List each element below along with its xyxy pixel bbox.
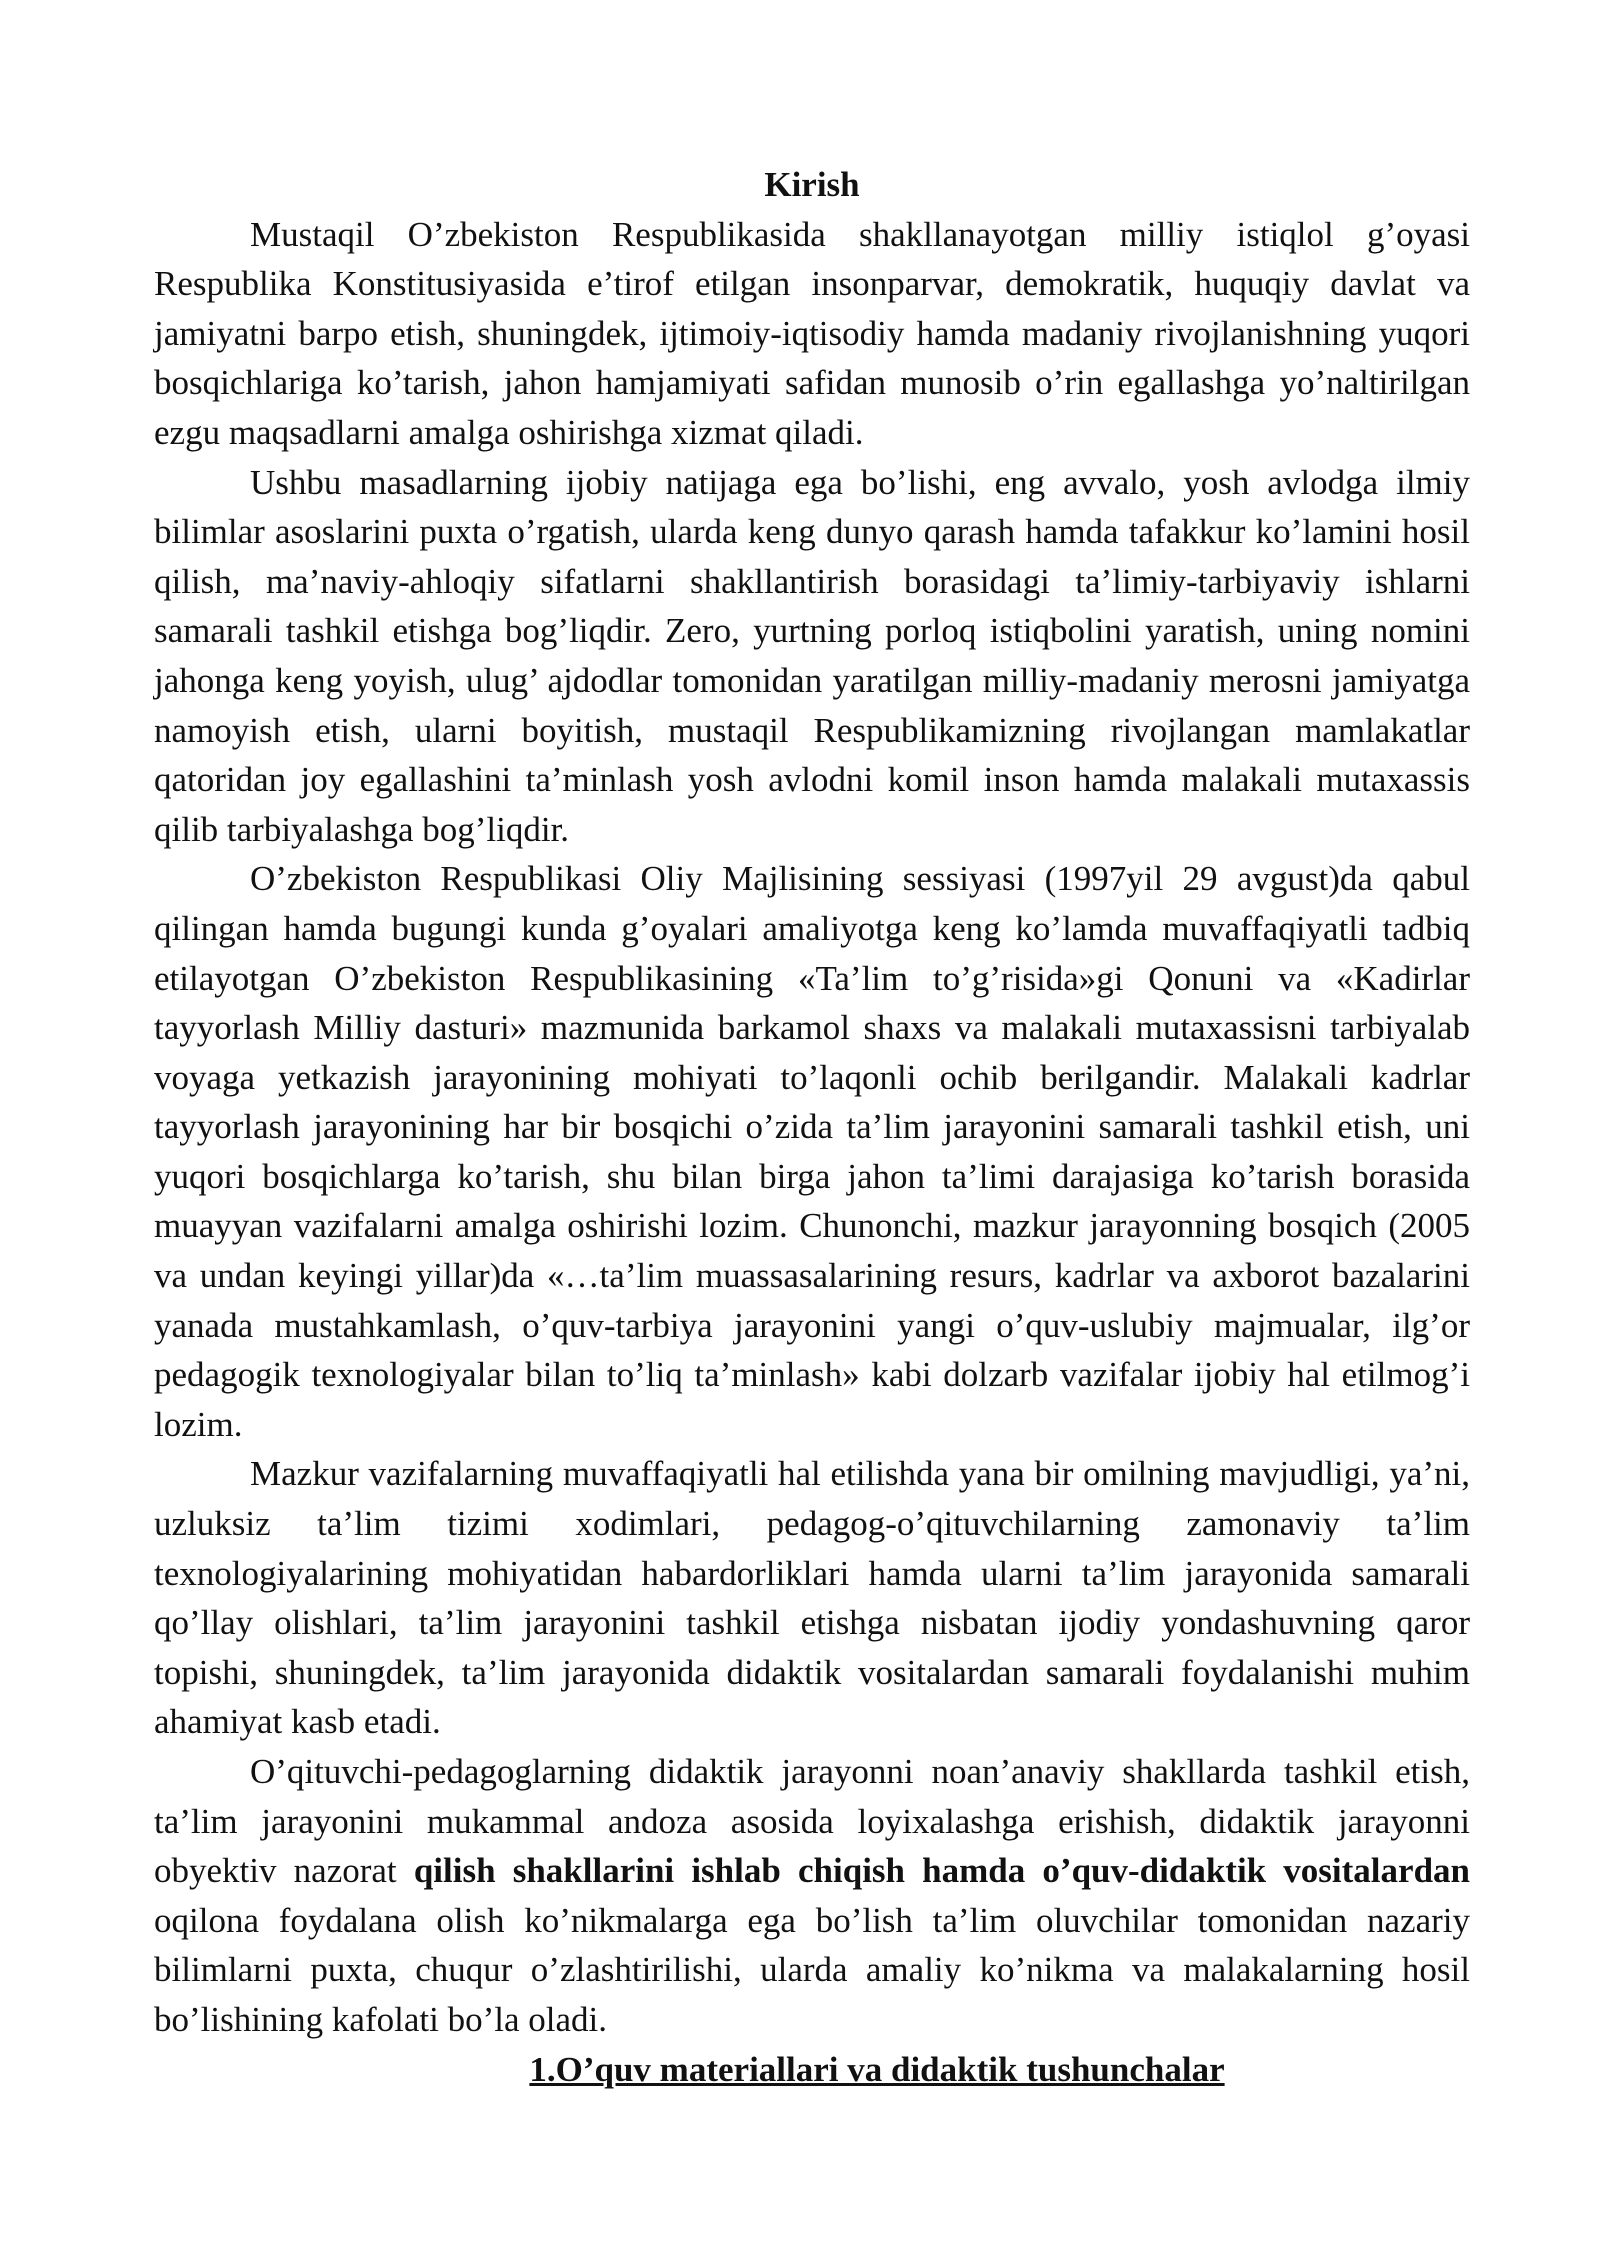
paragraph-2: Ushbu masadlarning ijobiy natijaga ega bo’lishi, eng avvalo, yosh avlodga ilmiy bilimlar asoslarini puxta o’rgatish, ularda keng dunyo qarash hamda tafakkur ko’lamini hosil qilish, ma’naviy-ahloqiy sifatlarni shakllantirish borasidagi ta’limiy-tarbiyaviy ishlarni samarali tashkil etishga bog’liqdir. Zero, yurtning porloq istiqbolini yaratish, uning nomini jahonga keng yoyish, ulug’ ajdodlar tomonidan yaratilgan milliy-madaniy merosni jamiyatga namoyish etish, ularni boyitish, mustaqil Respublikamizning rivojlangan mamlakatlar qatoridan joy egallashini ta’minlash yosh avlodni komil inson hamda malakali mutaxassis qilib tarbiyalashga bog’liqdir. [154, 462, 1470, 849]
paragraph-4: Mazkur vazifalarning muvaffaqiyatli hal etilishda yana bir omilning mavjudligi, ya’ni, uzluksiz ta’lim tizimi xodimlari, pedagog-o’qituvchilarning zamonaviy ta’lim texnologiyalarining mohiyatidan habardorliklari hamda ularni ta’lim jarayonida samarali qo’llay olishlari, ta’lim jarayonini tashkil etishga nisbatan ijodiy yondashuvning qaror topishi, shuningdek, ta’lim jarayonida didaktik vositalardan samarali foydalanishi muhim ahamiyat kasb etadi. [154, 1454, 1470, 1742]
document-page [154, 160, 1470, 2094]
paragraph-3: O’zbekiston Respublikasi Oliy Majlisining sessiyasi (1997yil 29 avgust)da qabul qilingan hamda bugungi kunda g’oyalari amaliyotga keng ko’lamda muvaffaqiyatli tadbiq etilayotgan O’zbekiston Respublikasining «Ta’lim to’g’risida»gi Qonuni va «Kadirlar tayyorlash Milliy dasturi» mazmunida barkamol shaxs va malakali mutaxassisni tarbiyalab voyaga yetkazish jarayonining mohiyati to’laqonli ochib berilgandir. Malakali kadrlar tayyorlash jarayonining har bir bosqichi o’zida ta’lim jarayonini samarali tashkil etish, uni yuqori bosqichlarga ko’tarish, shu bilan birga jahon ta’limi darajasiga ko’tarish borasida muayyan vazifalarni amalga oshirishi lozim. Chunonchi, mazkur jarayonning bosqich (2005 va undan keyingi yillar)da «…ta’lim muassasalarining resurs, kadrlar va axborot bazalarini yanada mustahkamlash, o’quv-tarbiya jarayonini yangi o’quv-uslubiy majmualar, ilg’or pedagogik texnologiyalar bilan to’liq ta’minlash» kabi dolzarb vazifalar ijobiy hal etilmog’i lozim. [154, 859, 1470, 1444]
paragraph-5-bold-text: qilish shakllarini ishlab chiqish hamda o’quv-didaktik vositalardan [413, 1851, 1470, 1891]
paragraph-1: Mustaqil O’zbekiston Respublikasida shakllanayotgan milliy istiqlol g’oyasi Respublika Konstitusiyasida e’tirof etilgan insonparvar, demokratik, huquqiy davlat va jamiyatni barpo etish, shuningdek, ijtimoiy-iqtisodiy hamda madaniy rivojlanishning yuqori bosqichlariga ko’tarish, jahon hamjamiyati safidan munosib o’rin egallashga yo’naltirilgan ezgu maqsadlarni amalga oshirishga xizmat qiladi. [154, 214, 1470, 452]
paragraph-5-text-start: O’qituvchi-pedagoglarning didaktik jarayonni noan’anaviy shakllarda tashkil etish, ta’lim jarayonini mukammal andoza asosida loyixalashga erishish, didaktik jarayonni obyektiv nazorat [154, 1752, 1470, 1891]
document-title: Kirish [764, 165, 860, 204]
paragraph-5 [154, 1747, 1470, 2045]
section-heading: 1.O’quv materiallari va didaktik tushunchalar [529, 2049, 1225, 2089]
paragraph-5-text-end: oqilona foydalana olish ko’nikmalarga ega bo’lish ta’lim oluvchilar tomonidan nazariy bilimlarni puxta, chuqur o’zlashtirilishi, ularda amaliy ko’nikma va malakalarning hosil bo’lishining kafolati bo’la oladi. [154, 1900, 1470, 2039]
